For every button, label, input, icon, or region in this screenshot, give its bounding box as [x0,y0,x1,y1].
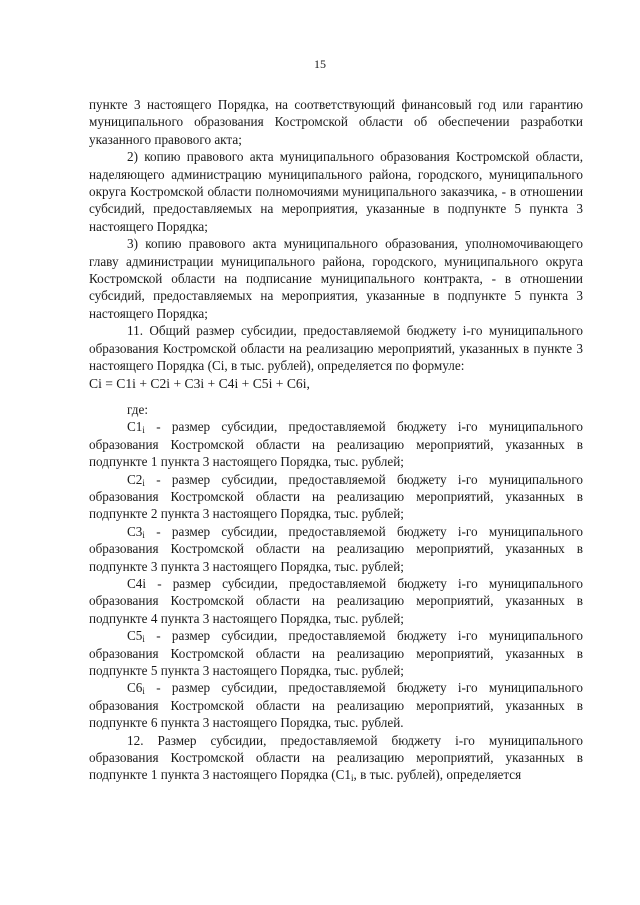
definition-symbol: С3 [127,523,143,539]
page-number: 15 [314,57,326,71]
definition-subscript: i [142,634,145,645]
definition-subscript: i [142,686,145,697]
paragraph-12 [89,732,583,784]
definition-subscript: i [142,529,145,540]
paragraph-11: 11. Общий размер субсидии, предоставляемой бюджету i-го муниципального образования Костромской области на реализацию мероприятий, указанных в пункте 3 настоящего Порядка (Сi, в тыс. рублей), определяется по формуле: [89,323,583,374]
definition-c3 [89,523,583,575]
definition-c5 [89,627,583,679]
definition-c4 [89,575,583,627]
definition-text: - размер субсидии, предоставляемой бюджету i-го муниципального образования Костромской области на реализацию мероприятий, указанных в подпункте 2 пункта 3 настоящего Порядка, тыс. рублей; [89,471,583,522]
definition-symbol: С4i [127,575,147,591]
definition-subscript: i [142,477,145,488]
paragraph-12-subscript: i [351,773,354,784]
definition-text: - размер субсидии, предоставляемой бюджету i-го муниципального образования Костромской области на реализацию мероприятий, указанных в подпункте 4 пункта 3 настоящего Порядка, тыс. рублей; [89,575,583,626]
document-body [89,96,583,784]
spacer [89,392,583,401]
paragraph-12-tail: , в тыс. рублей), определяется [353,767,522,783]
paragraph-12-text: 12. Размер субсидии, предоставляемой бюджету i-го муниципального образования Костромской области на реализацию мероприятий, указанных в подпункте 1 пункта 3 настоящего Порядка (С1 [89,732,583,783]
definition-text: - размер субсидии, предоставляемой бюджету i-го муниципального образования Костромской области на реализацию мероприятий, указанных в подпункте 1 пункта 3 настоящего Порядка, тыс. рублей; [89,419,583,470]
paragraph-item-2: 2) копию правового акта муниципального образования Костромской области, наделяющего администрацию муниципального района, городского, муниципального округа Костромской области полномочиями муниципального заказчика, - в отношении субсидий, предоставляемых на мероприятия, указанные в подпункте 5 пункта 3 настоящего Порядка; [89,149,583,234]
definition-text: - размер субсидии, предоставляемой бюджету i-го муниципального образования Костромской области на реализацию мероприятий, указанных в подпункте 3 пункта 3 настоящего Порядка, тыс. рублей; [89,523,583,574]
formula: Ci = C1i + C2i + C3i + C4i + C5i + C6i, [89,375,310,391]
definition-symbol: С1 [127,419,143,435]
definition-c6 [89,679,583,731]
definition-symbol: С5 [127,628,143,644]
definition-text: - размер субсидии, предоставляемой бюджету i-го муниципального образования Костромской области на реализацию мероприятий, указанных в подпункте 6 пункта 3 настоящего Порядка, тыс. рублей. [89,680,583,731]
paragraph-continuation: пункте 3 настоящего Порядка, на соответствующий финансовый год или гарантию муниципального образования Костромской области об обеспечении разработки указанного правового акта; [89,97,583,147]
definition-symbol: С2 [127,471,143,487]
definition-text: - размер субсидии, предоставляемой бюджету i-го муниципального образования Костромской области на реализацию мероприятий, указанных в подпункте 5 пункта 3 настоящего Порядка, тыс. рублей; [89,628,583,678]
where-label: где: [127,401,148,417]
definition-symbol: С6 [127,680,143,696]
definition-c2 [89,471,583,523]
definition-c1 [89,418,583,470]
paragraph-item-3: 3) копию правового акта муниципального образования, уполномочивающего главу администрации муниципального района, городского, муниципального округа Костромской области на подписание муниципального контракта, - в отношении субсидий, предоставляемых на мероприятия, указанные в подпункте 5 пункта 3 настоящего Порядка; [89,236,583,321]
definition-subscript: i [142,425,145,436]
